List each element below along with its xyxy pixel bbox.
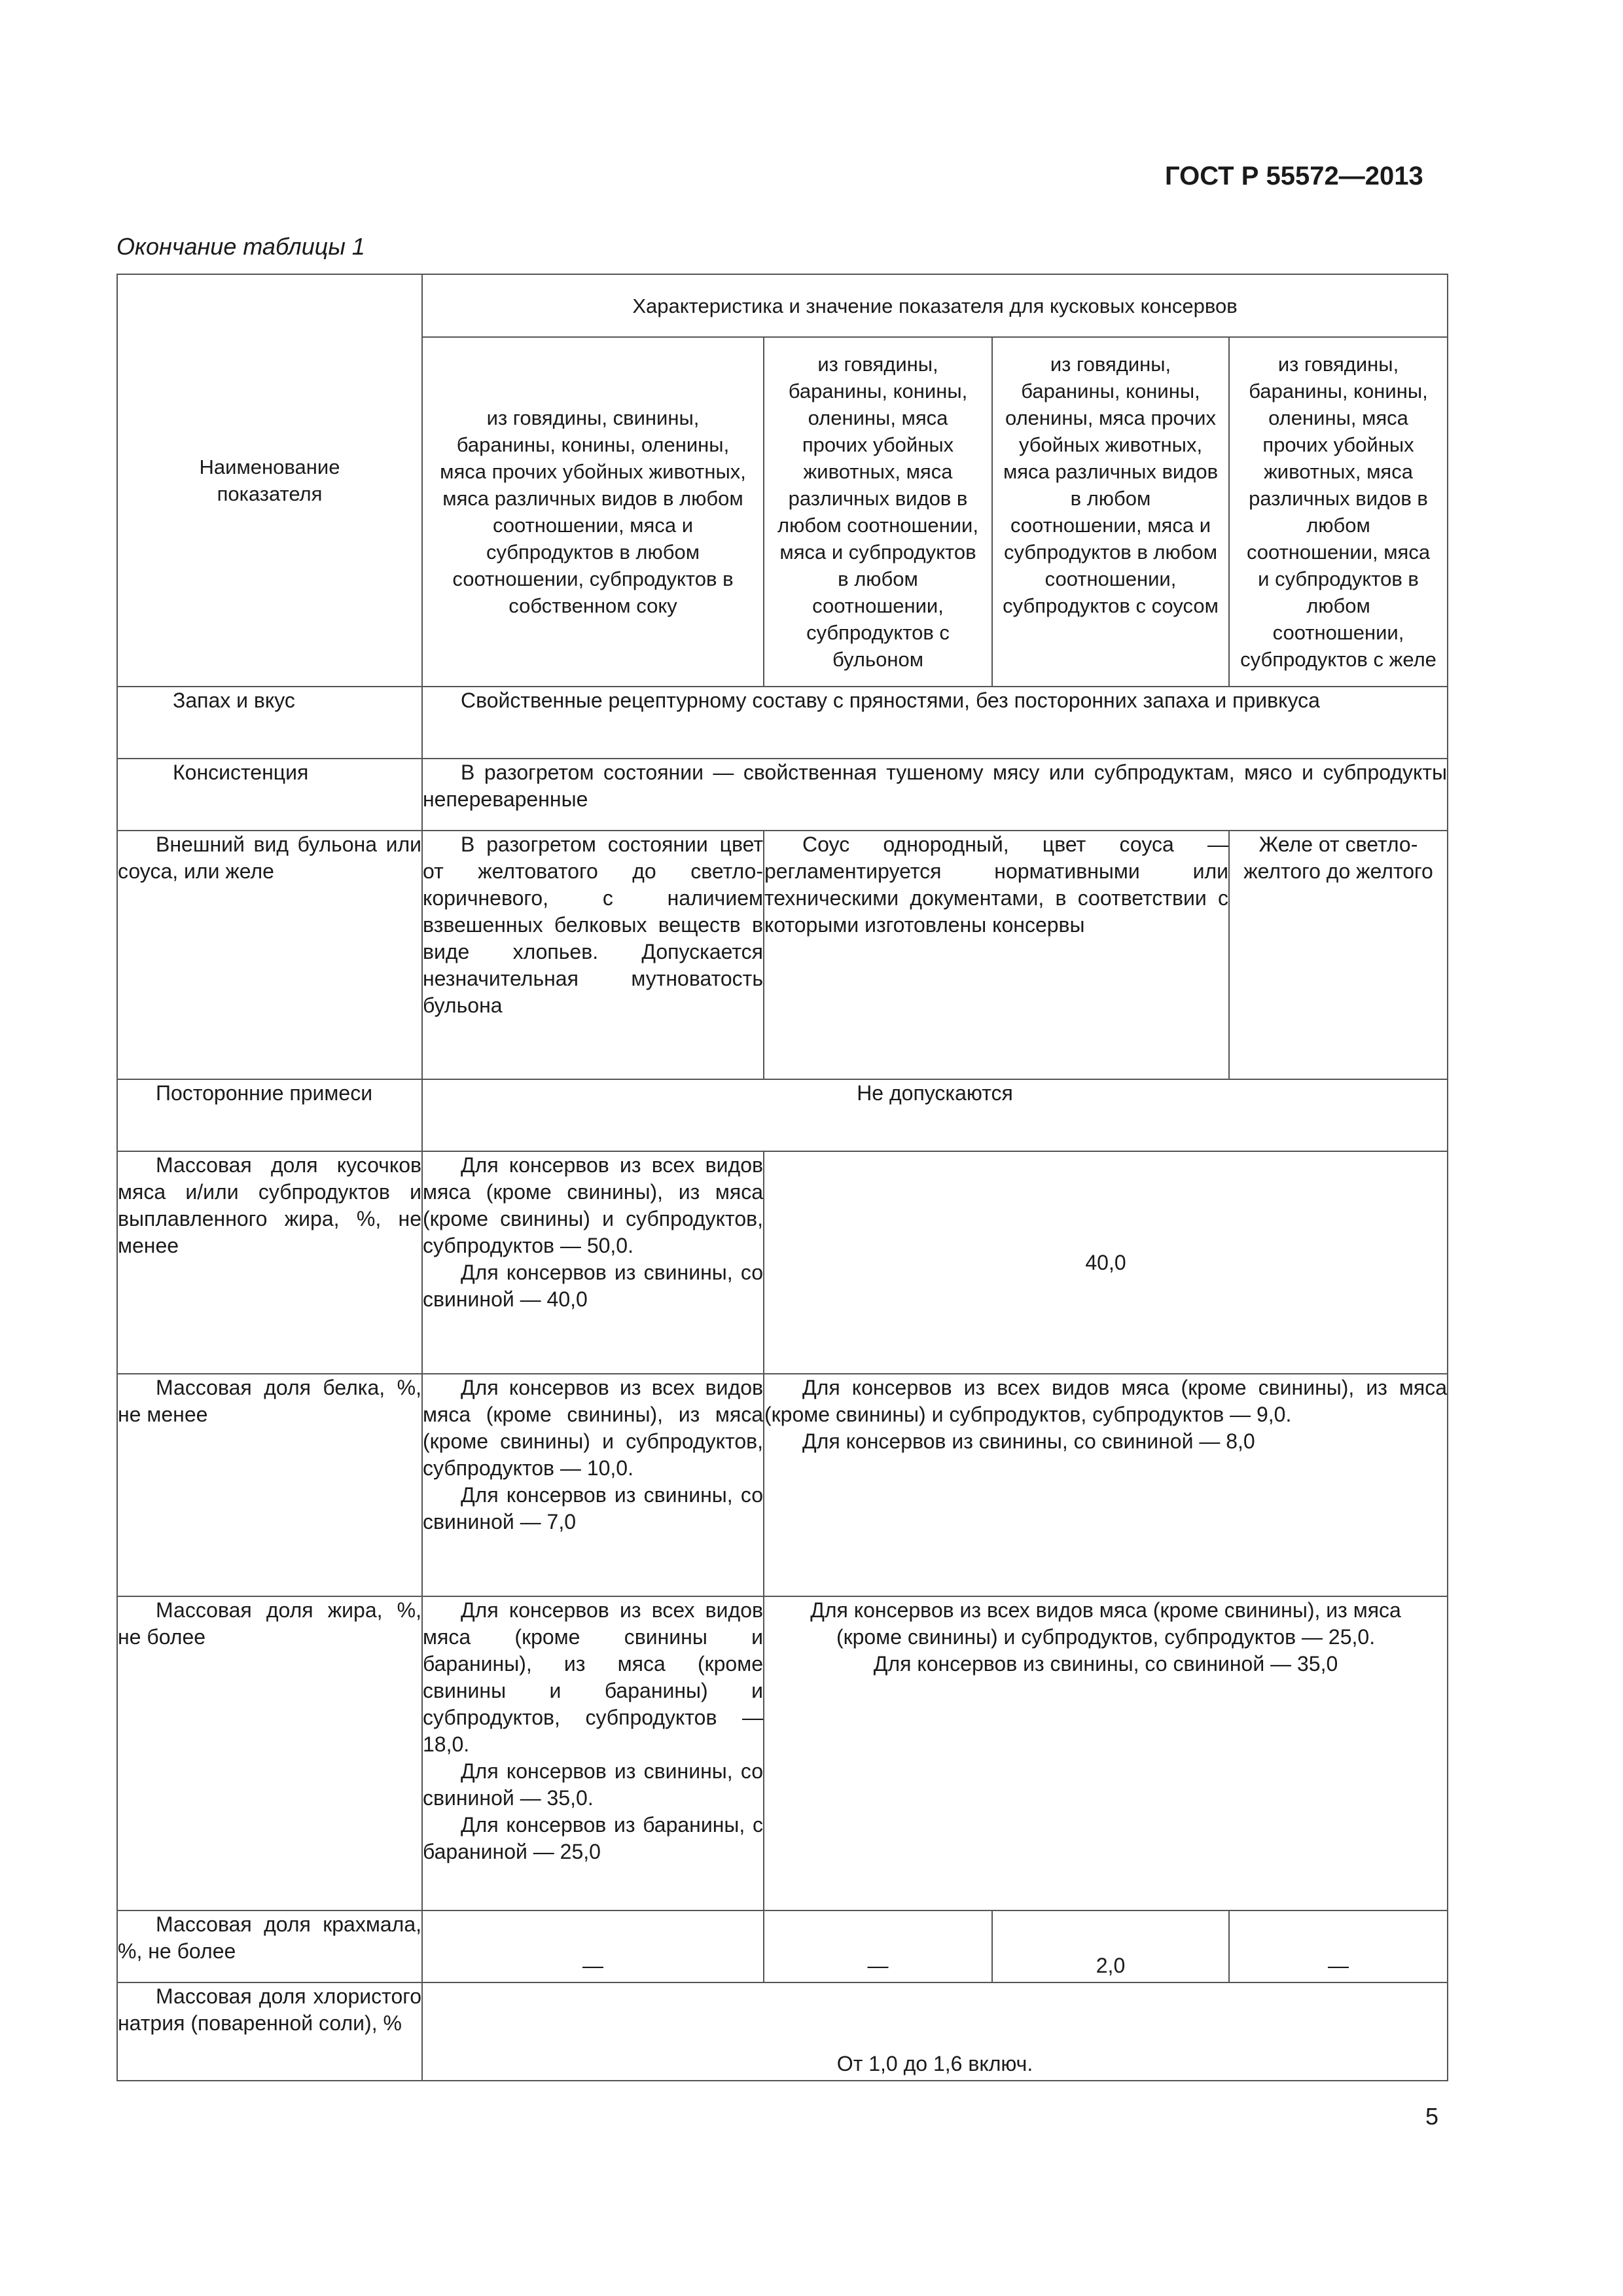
row-name-fat: [117, 1596, 422, 1910]
head-group-label: Характеристика и значение показателя для кусковых консервов: [632, 294, 1238, 317]
row-value-impurities: [422, 1079, 1448, 1151]
row-pieces-col234: [764, 1151, 1448, 1374]
row-protein-col1-a: Для консервов из всех видов мяса (кроме свинины), из мяса (кроме свинины) и субпродуктов, субпродуктов — 10,0.: [423, 1376, 763, 1480]
head-col1: [422, 337, 764, 687]
row-starch-col4-text: —: [1328, 1954, 1349, 1977]
table-row: [117, 1079, 1448, 1151]
row-name-salt-label: Массовая доля хлористого натрия (поваренной соли), %: [118, 1984, 421, 2035]
row-starch-col1: [422, 1910, 764, 1982]
row-value-salt-text: От 1,0 до 1,6 включ.: [836, 2052, 1033, 2075]
row-fat-col1-c: Для консервов из баранины, с бараниной — 25,0: [423, 1813, 763, 1863]
page-number: 5: [1425, 2103, 1439, 2130]
table-row: [117, 759, 1448, 831]
row-protein-col234-a: Для консервов из всех видов мяса (кроме свинины), из мяса (кроме свинины) и субпродуктов, субпродуктов — 9,0.: [764, 1376, 1448, 1426]
head-col1-label: из говядины, свинины, баранины, конины, оленины, мяса прочих убойных животных, мяса различных видов в любом соотношении, мяса и субпродуктов в любом соотношении, субпродуктов в собственном соку: [440, 406, 746, 617]
row-starch-col3: [992, 1910, 1229, 1982]
row-name-starch: [117, 1910, 422, 1982]
row-protein-col234-b: Для консервов из свинины, со свининой — 8,0: [802, 1429, 1255, 1453]
row-value-impurities-text: Не допускаются: [857, 1081, 1013, 1105]
row-value-consistency-text: В разогретом состоянии — свойственная тушеному мясу или субпродуктам, мясо и субпродукты непереваренные: [423, 761, 1448, 811]
row-fat-col234: [764, 1596, 1448, 1910]
row-starch-col2: [764, 1910, 992, 1982]
row-value-salt: [422, 1982, 1448, 2081]
row-appearance-col4: [1229, 831, 1448, 1079]
row-fat-col1: [422, 1596, 764, 1910]
row-name-salt: [117, 1982, 422, 2081]
row-name-protein-label: Массовая доля белка, %, не менее: [118, 1376, 421, 1426]
row-fat-col1-b: Для консервов из свинины, со свининой — 35,0.: [423, 1759, 763, 1810]
table-row: [117, 1151, 1448, 1374]
row-fat-col1-a: Для консервов из всех видов мяса (кроме свинины и баранины), из мяса (кроме свинины и баранины) и субпродуктов, субпродуктов — 18,0.: [423, 1598, 763, 1756]
row-starch-col1-text: —: [582, 1954, 603, 1977]
table-row: [117, 1982, 1448, 2081]
row-name-impurities-label: Посторонние примеси: [156, 1081, 373, 1105]
head-name-col: [117, 274, 422, 687]
row-protein-col1: [422, 1374, 764, 1596]
row-protein-col234: [764, 1374, 1448, 1596]
row-appearance-col4-text: Желе от светло-желтого до желтого: [1243, 833, 1433, 883]
head-col3: [992, 337, 1229, 687]
table-caption: Окончание таблицы 1: [116, 233, 365, 260]
head-col2-label: из говядины, баранины, конины, оленины, мяса прочих убойных животных, мяса различных видов в любом соотношении, мяса и субпродуктов в любом соотношении, субпродуктов с бульоном: [777, 353, 978, 671]
row-appearance-col23: [764, 831, 1229, 1079]
row-pieces-col234-text: 40,0: [1085, 1250, 1126, 1274]
row-appearance-col1: [422, 831, 764, 1079]
table-row: [117, 1596, 1448, 1910]
document-number: ГОСТ Р 55572—2013: [1165, 162, 1423, 190]
row-name-consistency: [117, 759, 422, 831]
row-fat-col234-b: Для консервов из свинины, со свининой — 35,0: [873, 1652, 1338, 1676]
row-value-smell: [422, 687, 1448, 759]
row-name-pieces: [117, 1151, 422, 1374]
row-name-appearance-label: Внешний вид бульона или соуса, или желе: [118, 833, 421, 883]
row-name-smell-label: Запах и вкус: [173, 689, 295, 712]
row-name-consistency-label: Консистенция: [173, 761, 309, 784]
row-fat-col234-a: Для консервов из всех видов мяса (кроме свинины), из мяса (кроме свинины) и субпродуктов, субпродуктов — 25,0.: [810, 1598, 1401, 1649]
head-name-col-label: Наименование показателя: [199, 456, 340, 505]
row-name-fat-label: Массовая доля жира, %, не более: [118, 1598, 421, 1649]
row-pieces-col1-b: Для консервов из свинины, со свининой — 40,0: [423, 1261, 763, 1311]
row-appearance-col23-text: Соус однородный, цвет соуса — регламентируется нормативными или техническими документами, в соответствии с которыми изготовлены консервы: [764, 833, 1228, 937]
row-pieces-col1-a: Для консервов из всех видов мяса (кроме свинины), из мяса (кроме свинины) и субпродуктов, субпродуктов — 50,0.: [423, 1153, 763, 1257]
row-value-smell-text: Свойственные рецептурному составу с пряностями, без посторонних запаха и привкуса: [461, 689, 1320, 712]
row-name-impurities: [117, 1079, 422, 1151]
table-row: [117, 1374, 1448, 1596]
head-col4-label: из говядины, баранины, конины, оленины, мяса прочих убойных животных, мяса различных видов в любом соотношении, мяса и субпродуктов в любом соотношении, субпродуктов с желе: [1240, 353, 1436, 671]
row-name-appearance: [117, 831, 422, 1079]
head-group: [422, 274, 1448, 337]
head-col3-label: из говядины, баранины, конины, оленины, мяса прочих убойных животных, мяса различных видов в любом соотношении, мяса и субпродуктов в любом соотношении, субпродуктов с соусом: [1003, 353, 1219, 617]
head-col2: [764, 337, 992, 687]
row-pieces-col1: [422, 1151, 764, 1374]
row-starch-col2-text: —: [867, 1954, 889, 1977]
table-row: [117, 831, 1448, 1079]
row-appearance-col1-text: В разогретом состоянии цвет от желтоватого до светло-коричневого, с наличием взвешенных белковых веществ в виде хлопьев. Допускается незначительная мутноватость бульона: [423, 833, 763, 1017]
row-name-starch-label: Массовая доля крахмала, %, не более: [118, 1912, 421, 1963]
row-protein-col1-b: Для консервов из свинины, со свининой — 7,0: [423, 1483, 763, 1534]
row-value-consistency: [422, 759, 1448, 831]
row-name-pieces-label: Массовая доля кусочков мяса и/или субпродуктов и выплавленного жира, %, не менее: [118, 1153, 421, 1257]
spec-table: [116, 274, 1448, 2081]
row-name-protein: [117, 1374, 422, 1596]
row-starch-col4: [1229, 1910, 1448, 1982]
row-name-smell: [117, 687, 422, 759]
table-row: [117, 1910, 1448, 1982]
table-row: [117, 687, 1448, 759]
row-starch-col3-text: 2,0: [1096, 1954, 1126, 1977]
table-head-row: [117, 274, 1448, 337]
head-col4: [1229, 337, 1448, 687]
